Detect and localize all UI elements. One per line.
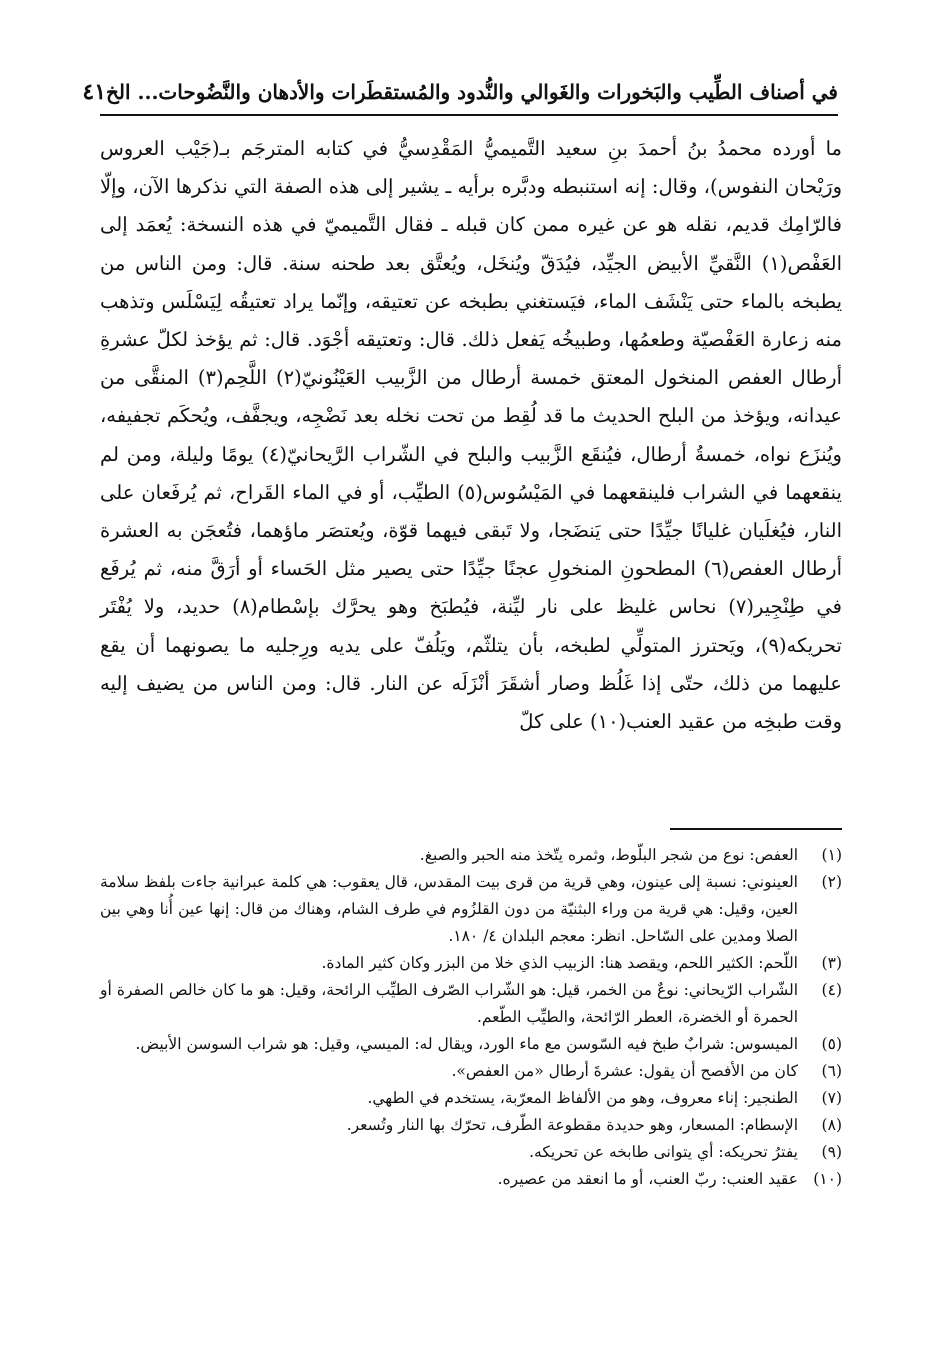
footnote-number: (١٠) bbox=[813, 1170, 842, 1188]
running-header-title: في أصناف الطِّيب والبَخورات والغَوالي والنُّدود والمُستقطَرات والأدهان والنَّضُوحات... الخ bbox=[106, 80, 838, 104]
footnote bbox=[100, 950, 842, 977]
footnote-number: (٨) bbox=[821, 1116, 842, 1134]
footnote bbox=[100, 1112, 842, 1139]
footnote-number: (٩) bbox=[821, 1143, 842, 1161]
footnote-text: اللّحم: الكثير اللحم، ويقصد هنا: الزبيب الذي خلا من البزر وكان كثير المادة. bbox=[321, 954, 798, 972]
footnote-text: الميسوس: شرابٌ طبخ فيه السّوسن مع ماء الورد، ويقال له: الميسي، وقيل: هو شراب السوسن الأبيض. bbox=[135, 1035, 798, 1053]
footnote-text: عقيد العنب: ربّ العنب، أو ما انعقد من عصيره. bbox=[497, 1170, 798, 1188]
footnote bbox=[100, 842, 842, 869]
page-number: ٤١ bbox=[82, 79, 107, 105]
footnote bbox=[100, 977, 842, 1031]
body-paragraph: ما أورده محمدُ بنُ أحمدَ بنِ سعيد التَّميميُّ المَقْدِسيُّ في كتابه المترجَم بـ(جَيْب العروس ورَيْحان النفوس)، وقال: إنه استنبطه ودبَّره برأيه ـ يشير إلى هذه الصفة التي نذكرها الآن، وإلّا فالرّامِك قديم، نقله هو عن غيره ممن كان قبله ـ فقال التَّميميّ في هذه النسخة: يُعمَد إلى العَفْص(١) النَّقيِّ الأبيض الجيِّد، فيُدَقّ ويُنخَل، ويُعتَّق بعد طحنه سنة. قال: ومن الناس من يطبخه بالماء حتى يَنْشَف الماء، فيَستغني بطبخه عن تعتيقه، وإنّما يراد تعتيقُه لِيَسْلَس وتذهب منه زعارة العَفْصيّة وطعمُها، وطبيخُه يَفعل ذلك. قال: وتعتيقه أجْوَد. قال: ثم يؤخذ لكلّ عشرةِ أرطال العفص المنخول المعتق خمسة أرطال من الزَّبيب العَيْنُونيّ(٢) اللَّحِم(٣) المنقَّى من عيدانه، ويؤخذ من البلح الحديث ما قد لُقِط من تحت نخله بعد نَضْجِه، ويجفَّف، ويُحكَم تجفيفه، ويُنزَع نواه، خمسةُ أرطال، فيُنقَع الزَّبيب والبلح في الشّراب الرَّيحانيّ(٤) يومًا وليلة، ومن لم ينقعهما في الشراب فلينقعهما في المَيْسُوس(٥) الطيِّب، أو في الماء القَراح، ثم يُرفَعان على النار، فيُغلَيان غليانًا جيِّدًا حتى يَنضَجا، ولا تَبقى فيهما قوّة، ويُعتصَر ماؤهما، فتُعجَن به العشرة أرطال العفص(٦) المطحونِ المنخولِ عجنًا جيِّدًا حتى يصير مثل الحَساء أو أرَقَّ منه، ثم يُرفَع في طِنْجِير(٧) نحاس غليظ على نار ليِّنة، فيُطبَخ وهو يحرَّك بإسْطام(٨) حديد، ولا يُفْتَر تحريكه(٩)، ويَحترز المتولِّي لطبخه، بأن يتلثّم، ويَلُفّ على يديه ورِجليه ما يصونهما أن يقع عليهما من ذلك، حتّى إذا غَلُظ وصار أشقَرَ أنْزَلَه عن النار. قال: ومن الناس من يضيف إليه وقت طبخِه من عقيد العنب(١٠) على كلّ bbox=[100, 137, 842, 734]
footnote-number: (٤) bbox=[821, 981, 842, 999]
footnote-number: (٥) bbox=[821, 1035, 842, 1053]
footnote-number: (٧) bbox=[821, 1089, 842, 1107]
footnote-number: (٦) bbox=[821, 1062, 842, 1080]
footnote-text: كان من الأفصح أن يقول: عشرةَ أرطال «من العفص». bbox=[451, 1062, 798, 1080]
footnotes bbox=[100, 842, 842, 1193]
footnote-divider bbox=[670, 828, 842, 830]
footnote-text: العينوني: نسبة إلى عينون، وهي قرية من قرى بيت المقدس، قال يعقوب: هي كلمة عبرانية جاءت بلفظ سلامة العين، وقيل: هي قرية من وراء البثنيّة من دون القلزُوم في طرف الشام، وهناك من قال: إنها عين أُنا وهي بين الصلا ومدين على السّاحل. انظر: معجم البلدان ٤/ ١٨٠. bbox=[100, 873, 798, 945]
footnote-text: العفص: نوع من شجر البلّوط، وثمره يتّخذ منه الحبر والصبغ. bbox=[419, 846, 798, 864]
header-divider bbox=[100, 114, 838, 116]
footnote-text: الإسطام: المسعار، وهو حديدة مقطوعة الطّرف، تحرّك بها النار وتُسعر. bbox=[346, 1116, 798, 1134]
footnote-text: الشّراب الرّيحاني: نوعٌ من الخمر، قيل: هو الشّراب الصّرف الطيِّب الرائحة، وقيل: هو ما كان خالص الصفرة أو الحمرة أو الخضرة، العطر الرّائحة، والطيِّب الطّعم. bbox=[100, 981, 798, 1026]
footnote bbox=[100, 1166, 842, 1193]
footnote bbox=[100, 1139, 842, 1166]
footnote-number: (١) bbox=[821, 846, 842, 864]
footnote-number: (٣) bbox=[821, 954, 842, 972]
running-header bbox=[82, 72, 838, 112]
footnote bbox=[100, 1031, 842, 1058]
main-text bbox=[100, 130, 842, 741]
footnote-text: يفترُ تحريكه: أي يتوانى طابخه عن تحريكه. bbox=[529, 1143, 798, 1161]
footnote-text: الطنجير: إناء معروف، وهو من الألفاظ المعرّبة، يستخدم في الطهي. bbox=[367, 1089, 798, 1107]
footnote bbox=[100, 1085, 842, 1112]
footnote bbox=[100, 869, 842, 950]
footnote bbox=[100, 1058, 842, 1085]
footnote-number: (٢) bbox=[821, 873, 842, 891]
